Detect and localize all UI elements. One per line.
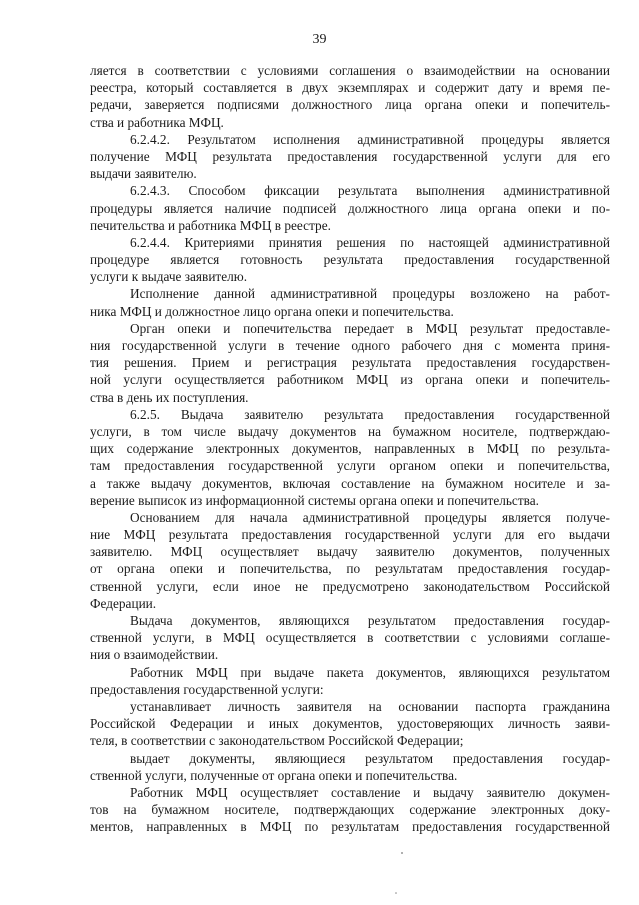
text-line: Федерации. [90, 595, 157, 611]
text-line: Орган опеки и попечительства передает в МФЦ результат предоставле- [130, 320, 610, 336]
text-line: процедуры является наличие подписей должностного лица органа опеки и по- [90, 200, 610, 216]
text-line: услуги к выдаче заявителю. [90, 269, 248, 285]
text-line: 6.2.4.4. Критериями принятия решения по настоящей административной [130, 234, 610, 250]
text-line: редачи, заверяется подписями должностного лица органа опеки и попечитель- [90, 97, 610, 113]
text-line: устанавливает личность заявителя на основании паспорта гражданина [130, 698, 610, 714]
text-line: Работник МФЦ при выдаче пакета документов, являющихся результатом [130, 664, 610, 680]
text-line: ния о взаимодействии. [90, 647, 219, 663]
text-line: ства и работника МФЦ. [90, 114, 224, 130]
text-line: 6.2.5. Выдача заявителю результата предоставления государственной [130, 406, 610, 422]
text-line: ственной услуги, в МФЦ осуществляется в соответствии с условиями соглаше- [90, 630, 610, 646]
text-line: заявителю. МФЦ осуществляет выдачу заявителю документов, полученных [90, 544, 610, 560]
text-line: ства в день их поступления. [90, 389, 249, 405]
text-line: ственной услуги, полученные от органа опеки и попечительства. [90, 767, 458, 783]
page-number: 39 [312, 32, 327, 47]
text-line: ния государственной услуги в течение одного рабочего дня с момента приня- [90, 338, 610, 353]
text-line: 6.2.4.3. Способом фиксации результата выполнения административной [130, 183, 610, 199]
text-line: Исполнение данной административной процедуры возложено на работ- [130, 286, 610, 302]
text-line: верение выписок из информационной системы органа опеки и попечительства. [90, 492, 539, 508]
text-line: реестра, который составляется в двух экземплярах и содержит дату и время пе- [90, 80, 610, 96]
text-line: Работник МФЦ осуществляет составление и выдачу заявителю докумен- [130, 784, 610, 800]
text-line: ной услуги осуществляется работником МФЦ из органа опеки и попечитель- [90, 372, 610, 388]
text-line: Основанием для начала административной процедуры является получе- [130, 509, 610, 525]
text-line: предоставления государственной услуги: [90, 681, 324, 697]
text-line: теля, в соответствии с законодательством Российской Федерации; [90, 733, 464, 749]
text-line: выдачи заявителю. [90, 166, 197, 182]
text-line: услуги, в том числе выдачу документов на бумажном носителе, подтверждаю- [90, 423, 610, 439]
text-line: ляется в соответствии с условиями соглашения о взаимодействии на основании [90, 63, 610, 78]
text-line: ние МФЦ результата предоставления государственной услуги для его выдачи [90, 527, 610, 543]
text-line: печительства и работника МФЦ в реестре. [90, 217, 331, 233]
text-line: щих содержание электронных документов, направленных в МФЦ по результа- [90, 441, 610, 457]
text-line: тов на бумажном носителе, подтверждающих содержание электронных доку- [90, 802, 610, 818]
body-text [90, 62, 610, 835]
text-line: а также выдачу документов, включая составление на бумажном носителе и за- [90, 475, 610, 491]
text-line: тия решения. Прием и регистрация результата предоставления государствен- [90, 355, 610, 371]
text-line: там предоставления государственной услуги органом опеки и попечительства, [90, 458, 610, 474]
text-line: ментов, направленных в МФЦ по результатам предоставления государственной [90, 819, 610, 835]
text-line: ственной услуги, если иное не предусмотрено законодательством Российской [90, 578, 610, 594]
text-line: от органа опеки и попечительства, по результатам предоставления государ- [90, 561, 610, 577]
text-line: получение МФЦ результата предоставления государственной услуги для его [90, 148, 610, 164]
text-line: процедуре является готовность результата предоставления государственной [90, 252, 610, 268]
text-line: 6.2.4.2. Результатом исполнения административной процедуры является [130, 131, 610, 147]
text-line: Российской Федерации и иных документов, удостоверяющих личность заяви- [90, 716, 610, 732]
text-line: ника МФЦ и должностное лицо органа опеки и попечительства. [90, 303, 454, 319]
text-line: Выдача документов, являющихся результатом предоставления государ- [130, 613, 610, 628]
text-line: выдает документы, являющиеся результатом предоставления государ- [130, 750, 610, 766]
